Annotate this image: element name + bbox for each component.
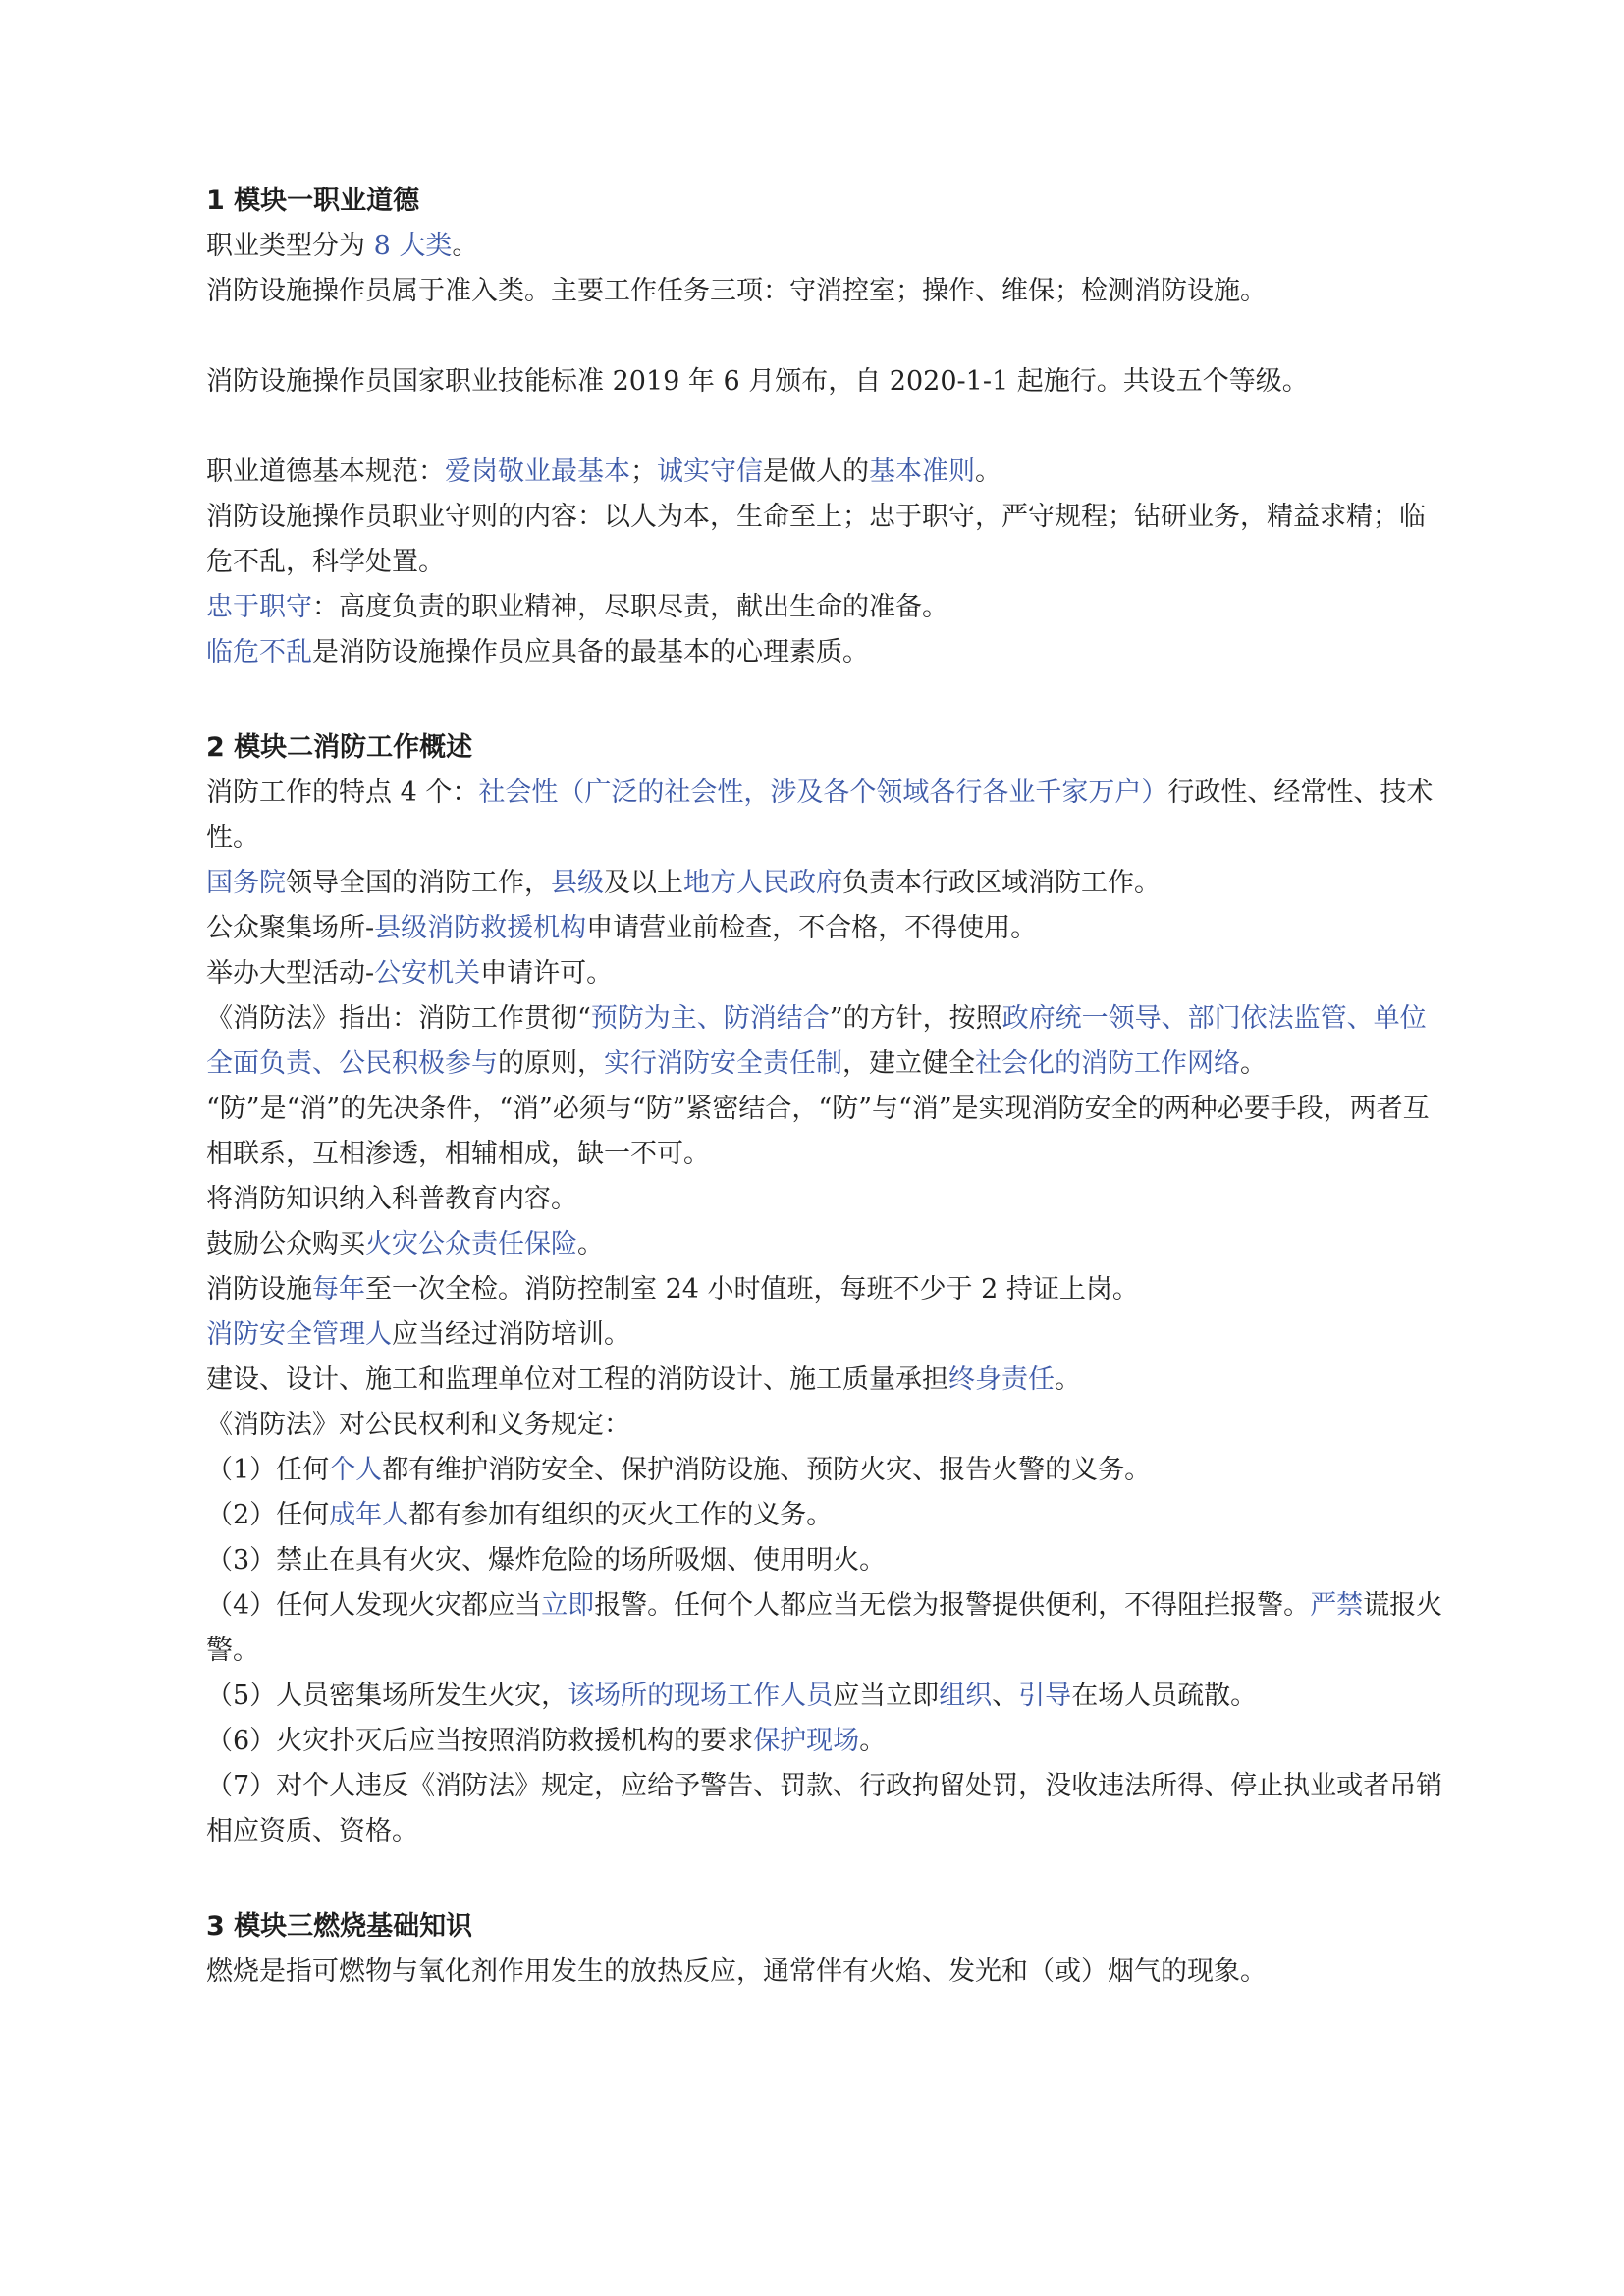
highlighted-term: 火灾公众责任保险 (365, 1229, 577, 1259)
paragraph-line (206, 1448, 1443, 1493)
text-segment: 领导全国的消防工作， (286, 868, 551, 898)
text-segment: （5）人员密集场所发生火灾， (206, 1681, 568, 1711)
text-segment: 建设、设计、施工和监理单位对工程的消防设计、施工质量承担 (206, 1364, 948, 1395)
paragraph-line (206, 861, 1443, 906)
highlighted-term: 实行消防安全责任制 (604, 1048, 842, 1079)
text-segment: 消防工作的特点 4 个： (206, 777, 479, 808)
text-segment: 都有维护消防安全、保护消防设施、预防火灾、报告火警的义务。 (382, 1455, 1152, 1485)
text-segment: ； (630, 456, 657, 487)
text-segment: （6）火灾扑灭后应当按照消防救援机构的要求 (206, 1726, 754, 1756)
highlighted-term: 每年 (312, 1274, 365, 1305)
text-segment: 谎报火警。 (206, 1590, 1443, 1666)
highlighted-term: 立即 (541, 1590, 595, 1621)
text-segment: 。 (577, 1229, 604, 1259)
text-segment: 申请营业前检查，不合格，不得使用。 (586, 913, 1038, 943)
highlighted-term: 临危不乱 (206, 637, 312, 667)
paragraph-line (206, 359, 1443, 404)
paragraph-line (206, 1222, 1443, 1267)
text-segment: ”的方针，按照 (829, 1003, 1002, 1034)
text-segment: 应当立即 (833, 1681, 940, 1711)
highlighted-term: 保护现场 (753, 1726, 860, 1756)
paragraph-line (206, 585, 1443, 630)
highlighted-term: 成年人 (329, 1500, 409, 1530)
highlighted-term: 政府统一领导、部门依法监管、单位全面负责、公民积极参与 (206, 1003, 1427, 1079)
paragraph-line (206, 1493, 1443, 1538)
paragraph-line (206, 1177, 1443, 1222)
text-segment: 公众聚集场所- (206, 913, 375, 943)
text-segment: ，建立健全 (842, 1048, 975, 1079)
text-segment: 鼓励公众购买 (206, 1229, 365, 1259)
section-1 (206, 179, 1443, 675)
section-heading: 1 模块一职业道德 (206, 186, 420, 216)
text-segment: 消防设施操作员职业守则的内容：以人为本，生命至上；忠于职守，严守规程；钻研业务，精益求精；临危不乱，科学处置。 (206, 502, 1426, 577)
text-segment: 燃烧是指可燃物与氧化剂作用发生的放热反应，通常伴有火焰、发光和（或）烟气的现象。 (206, 1956, 1267, 1987)
text-segment: 报警。任何个人都应当无偿为报警提供便利，不得阻拦报警。 (594, 1590, 1311, 1621)
text-segment: （1）任何 (206, 1455, 330, 1485)
paragraph-line (206, 1087, 1443, 1177)
text-segment: 行政性、经常性、技术性。 (206, 777, 1434, 853)
paragraph-line (206, 996, 1443, 1087)
paragraph-line (206, 1403, 1443, 1448)
text-segment: 。 (1055, 1364, 1081, 1395)
text-segment: 《消防法》对公民权利和义务规定： (206, 1410, 630, 1440)
highlighted-term: 地方人民政府 (683, 868, 842, 898)
text-segment: 负责本行政区域消防工作。 (842, 868, 1161, 898)
paragraph-line (206, 1764, 1443, 1854)
paragraph-line (206, 1719, 1443, 1764)
text-segment: 《消防法》指出：消防工作贯彻“ (206, 1003, 591, 1034)
highlighted-term: 社会化的消防工作网络 (975, 1048, 1240, 1079)
text-segment: 应当经过消防培训。 (392, 1319, 630, 1350)
highlighted-term: 国务院 (206, 868, 286, 898)
faded-next-line (206, 2101, 1188, 2146)
paragraph-line (206, 1674, 1443, 1719)
text-segment: （2）任何 (206, 1500, 330, 1530)
text-segment: 消防设施操作员国家职业技能标准 2019 年 6 月颁布，自 2020-1-1 起施行。共设五个等级。 (206, 366, 1309, 397)
text-segment: 职业道德基本规范： (206, 456, 445, 487)
highlighted-term: 爱岗敬业最基本 (445, 456, 630, 487)
text-segment: 、 (992, 1681, 1019, 1711)
paragraph-line (206, 630, 1443, 675)
section-heading: 3 模块三燃烧基础知识 (206, 1911, 473, 1942)
section-2 (206, 725, 1443, 1854)
paragraph-line (206, 1583, 1443, 1674)
paragraph-line (206, 906, 1443, 951)
highlighted-term: 引导 (1018, 1681, 1072, 1711)
text-segment: ：高度负责的职业精神，尽职尽责，献出生命的准备。 (312, 592, 948, 622)
paragraph-line (206, 1358, 1443, 1403)
paragraph-line (206, 495, 1443, 585)
section-3 (206, 1904, 1443, 1995)
highlighted-term: 社会性（广泛的社会性，涉及各个领域各行各业千家万户） (478, 777, 1168, 808)
text-segment: 在场人员疏散。 (1071, 1681, 1258, 1711)
text-segment: （4）任何人发现火灾都应当 (206, 1590, 542, 1621)
text-segment: 。 (975, 456, 1001, 487)
text-segment: 职业类型分为 (206, 231, 374, 261)
text-segment: 。 (859, 1726, 887, 1756)
text-segment: 消防设施操作员属于准入类。主要工作任务三项：守消控室；操作、维保；检测消防设施。 (206, 276, 1267, 306)
highlighted-term: 基本准则 (869, 456, 975, 487)
paragraph-line (206, 1312, 1443, 1358)
text-segment: 至一次全检。消防控制室 24 小时值班，每班不少于 2 持证上岗。 (365, 1274, 1139, 1305)
paragraph-line (206, 1538, 1443, 1583)
paragraph-line (206, 269, 1443, 314)
highlighted-term: 组织 (939, 1681, 993, 1711)
text-segment: 及以上 (604, 868, 683, 898)
highlighted-term: 县级 (551, 868, 604, 898)
highlighted-term: 严禁 (1310, 1590, 1364, 1621)
highlighted-term: 个人 (329, 1455, 383, 1485)
text-segment: 举办大型活动- (206, 958, 375, 988)
highlighted-term: 该场所的现场工作人员 (568, 1681, 834, 1711)
paragraph-line (206, 1949, 1443, 1995)
highlighted-term: 8 大类 (373, 231, 453, 261)
document-body (206, 179, 1443, 2045)
highlighted-term: 预防为主、防消结合 (590, 1003, 830, 1034)
text-segment: “防”是“消”的先决条件，“消”必须与“防”紧密结合，“防”与“消”是实现消防安全的两种必要手段，两者互相联系，互相渗透，相辅相成，缺一不可。 (206, 1094, 1430, 1169)
paragraph-line (206, 771, 1443, 861)
paragraph-line (206, 450, 1443, 495)
highlighted-term: 终身责任 (948, 1364, 1055, 1395)
text-segment: 是消防设施操作员应具备的最基本的心理素质。 (312, 637, 869, 667)
highlighted-term: 县级消防救援机构 (374, 913, 587, 943)
text-segment: 。 (1240, 1048, 1267, 1079)
highlighted-term: 诚实守信 (657, 456, 763, 487)
text-segment: 。 (452, 231, 479, 261)
text-segment: 消防设施 (206, 1274, 312, 1305)
highlighted-term: 公安机关 (374, 958, 481, 988)
paragraph-line (206, 951, 1443, 996)
text-segment: 将消防知识纳入科普教育内容。 (206, 1184, 577, 1214)
highlighted-term: 消防安全管理人 (206, 1319, 392, 1350)
paragraph-line (206, 1267, 1443, 1312)
highlighted-term: 忠于职守 (206, 592, 312, 622)
text-segment: 的原则， (498, 1048, 604, 1079)
paragraph-line (206, 224, 1443, 269)
section-heading: 2 模块二消防工作概述 (206, 732, 473, 763)
text-segment: 是做人的 (763, 456, 869, 487)
text-segment: 申请许可。 (480, 958, 614, 988)
text-segment: （3）禁止在具有火灾、爆炸危险的场所吸烟、使用明火。 (206, 1545, 887, 1575)
text-segment: 都有参加有组织的灭火工作的义务。 (408, 1500, 834, 1530)
text-segment: （7）对个人违反《消防法》规定，应给予警告、罚款、行政拘留处罚，没收违法所得、停止执业或者吊销相应资质、资格。 (206, 1771, 1443, 1846)
